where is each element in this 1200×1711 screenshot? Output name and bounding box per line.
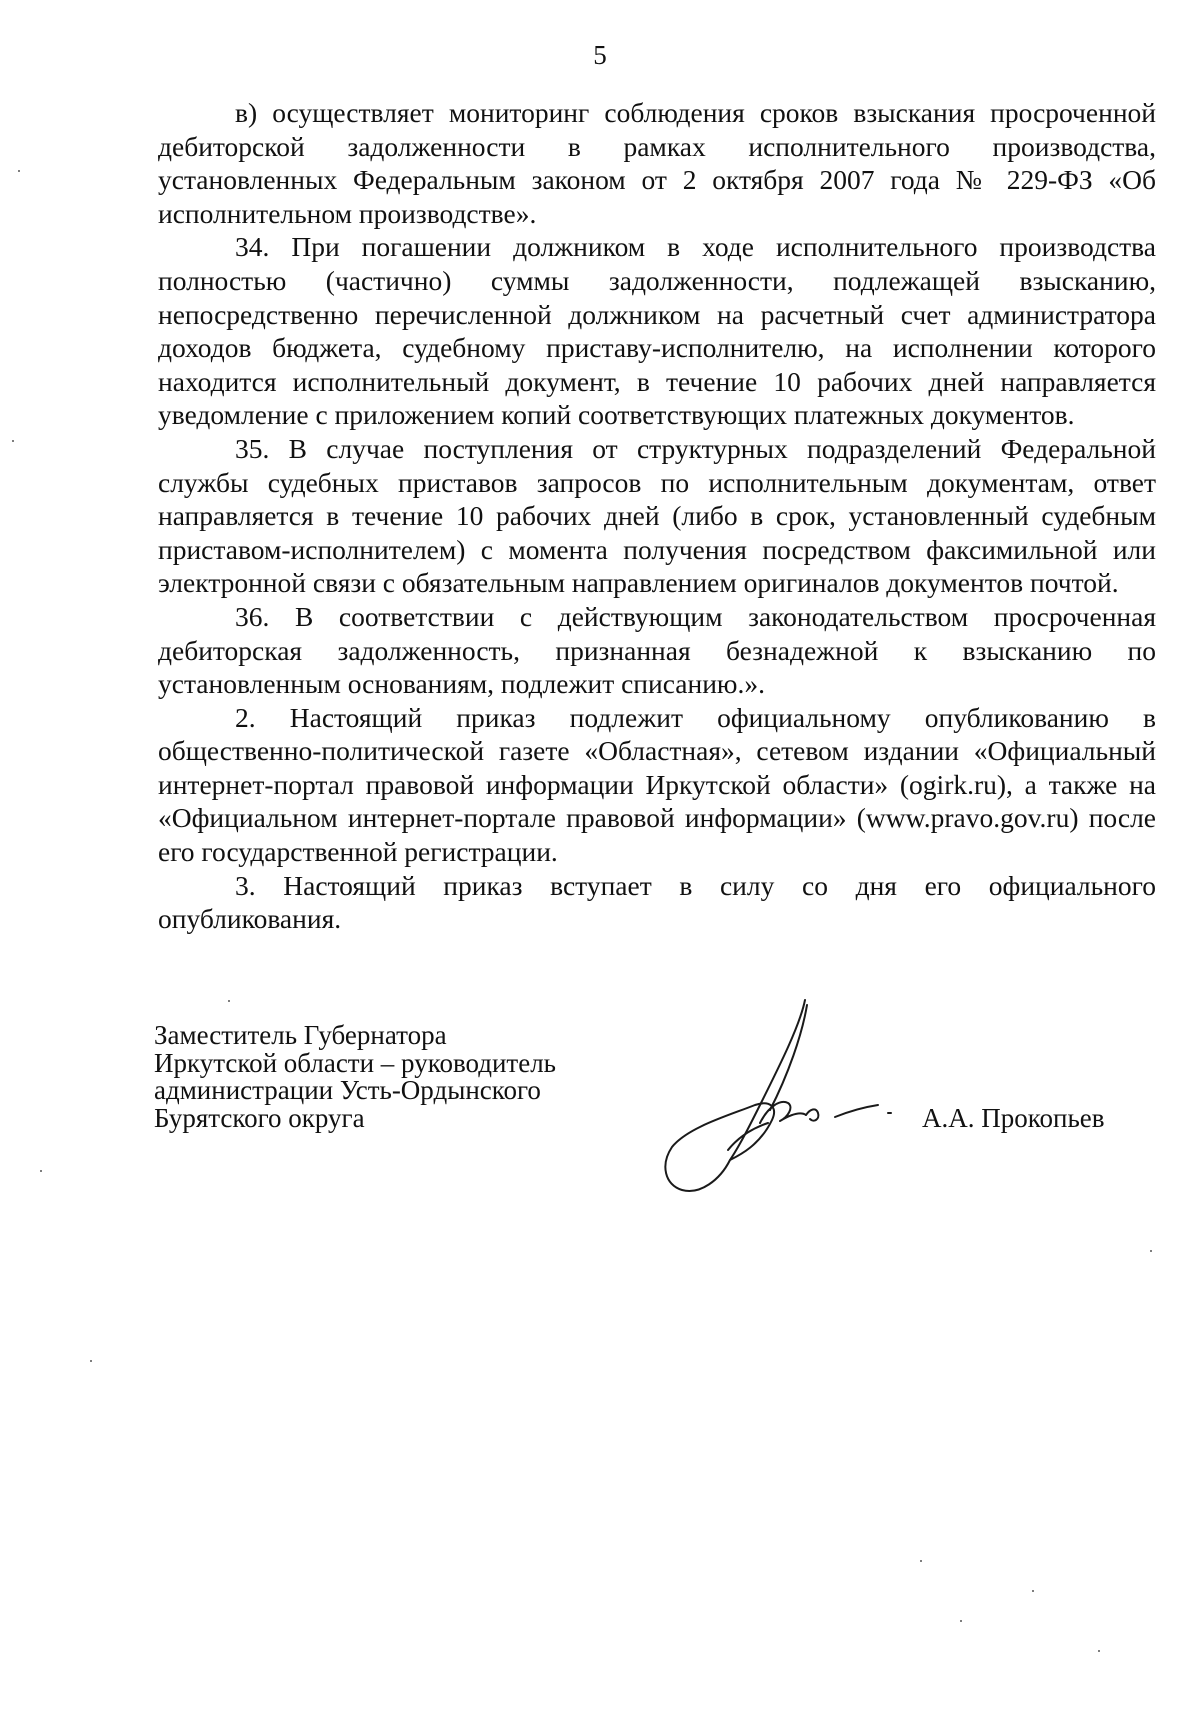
paragraph-publication: 2. Настоящий приказ подлежит официальному опубликованию в общественно-политической газете «Областная», сетевом издании «Официальный интернет-портал правовой информации Иркутской области» (ogirk.ru), а также на «Официальном интернет-портале правовой информации» (www.pravo.gov.ru) после его государственной регистрации.	[158, 701, 1156, 868]
paragraph-35: 35. В случае поступления от структурных подразделений Федеральной службы судебных приставов запросов по исполнительным документам, ответ направляется в течение 10 рабочих дней (либо в срок, установленный судебным приставом-исполнителем) с момента получения посредством факсимильной или электронной связи с обязательным направлением оригиналов документов почтой.	[158, 432, 1156, 599]
paragraph-effective-date: 3. Настоящий приказ вступает в силу со дня его официального опубликования.	[158, 869, 1156, 935]
scan-speck	[1032, 1590, 1034, 1592]
paragraph-monitoring: в) осуществляет мониторинг соблюдения сроков взыскания просроченной дебиторской задолженности в рамках исполнительного производства, установленных Федеральным законом от 2 октября 2007 года № 229-ФЗ «Об исполнительном производстве».	[158, 97, 1156, 229]
scan-speck	[920, 1560, 922, 1562]
document-body	[158, 96, 1156, 936]
paragraph-36: 36. В соответствии с действующим законодательством просроченная дебиторская задолженность, признанная безнадежной к взысканию по установленным основаниям, подлежит списанию.».	[158, 600, 1156, 700]
scan-speck	[90, 1360, 92, 1362]
scan-speck	[18, 170, 20, 172]
paragraph-34: 34. При погашении должником в ходе исполнительного производства полностью (частично) суммы задолженности, подлежащей взысканию, непосредственно перечисленной должником на расчетный счет администратора доходов бюджета, судебному приставу-исполнителю, на исполнении которого находится исполнительный документ, в течение 10 рабочих дней направляется уведомление с приложением копий соответствующих платежных документов.	[158, 231, 1156, 431]
signatory-position: Заместитель Губернатора Иркутской области – руководитель администрации Усть-Ордынского Бурятского округа	[154, 1020, 556, 1133]
scan-speck	[1098, 1650, 1100, 1652]
scan-speck	[1150, 1250, 1152, 1252]
scan-speck	[960, 1620, 962, 1622]
page-number: 5	[593, 40, 607, 70]
scan-speck	[40, 1170, 42, 1172]
handwritten-signature-icon	[660, 995, 920, 1205]
signatory-name: А.А. Прокопьев	[922, 1103, 1105, 1133]
scan-speck	[12, 440, 14, 442]
scan-speck	[228, 1000, 230, 1002]
